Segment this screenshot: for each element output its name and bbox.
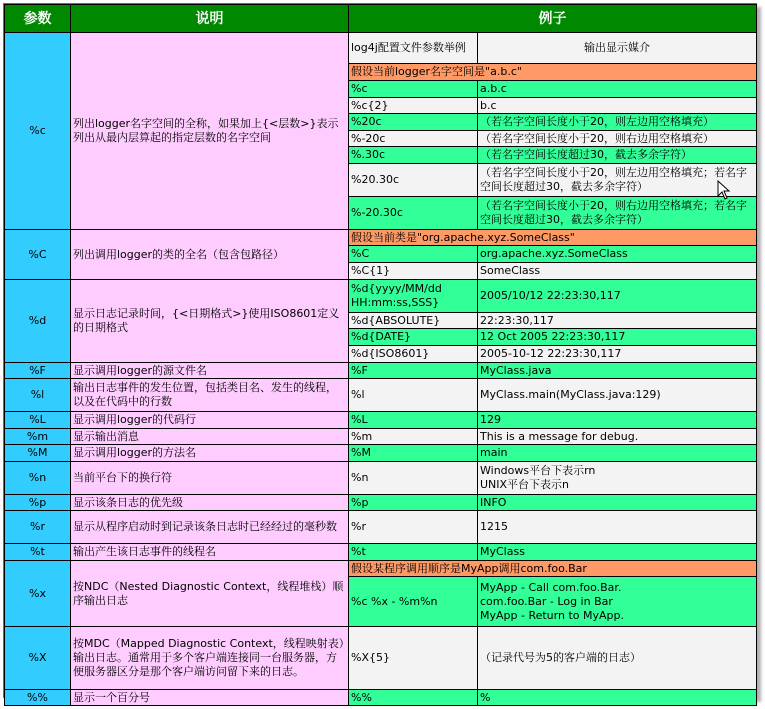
description-cell: 显示从程序启动时到记录该条日志时已经经过的毫秒数 — [71, 511, 349, 544]
example-output-cell: Windows平台下表示rn UNIX平台下表示n — [478, 462, 757, 495]
example-output-cell: MyApp - Call com.foo.Bar. com.foo.Bar - Log in Bar MyApp - Return to MyApp. — [478, 577, 757, 627]
param-cell: %M — [5, 445, 71, 462]
description-cell: 当前平台下的换行符 — [71, 462, 349, 495]
table-frame — [3, 3, 757, 704]
example-output-cell: org.apache.xyz.SomeClass — [478, 246, 757, 263]
example-output-cell: 129 — [478, 412, 757, 429]
param-cell: %L — [5, 412, 71, 429]
description-cell: 输出日志事件的发生位置，包括类目名、发生的线程，以及在代码中的行数 — [71, 379, 349, 412]
example-pattern-cell: %r — [349, 511, 478, 544]
param-cell: %d — [5, 280, 71, 363]
example-pattern-cell: %c — [349, 81, 478, 98]
param-cell: %m — [5, 429, 71, 445]
example-note-cell: 假设当前类是"org.apache.xyz.SomeClass" — [349, 230, 757, 246]
param-cell: %C — [5, 230, 71, 280]
param-cell: %t — [5, 544, 71, 561]
example-output-cell: 22:23:30,117 — [478, 313, 757, 329]
description-cell: 按MDC（Mapped Diagnostic Context，线程映射表）输出日志。通常用于多个客户端连接同一台服务器，方便服务器区分是那个客户端访问留下来的日志。 — [71, 627, 349, 690]
example-output-cell: （记录代号为5的客户端的日志） — [478, 627, 757, 690]
table-row — [5, 627, 757, 690]
param-cell: %p — [5, 495, 71, 511]
param-cell: %X — [5, 627, 71, 690]
description-cell: 显示调用logger的代码行 — [71, 412, 349, 429]
table-row — [5, 412, 757, 429]
table-row — [5, 230, 757, 246]
description-cell: 输出产生该日志事件的线程名 — [71, 544, 349, 561]
example-output-cell: （若名字空间长度小于20，则右边用空格填充；若名字空间长度超过30，截去多余字符） — [478, 197, 757, 230]
example-output-cell: MyClass.main(MyClass.java:129) — [478, 379, 757, 412]
param-cell: %n — [5, 462, 71, 495]
example-pattern-cell: %c{2} — [349, 98, 478, 114]
example-output-cell: （若名字空间长度小于20，则左边用空格填充；若名字空间长度超过30，截去多余字符） — [478, 164, 757, 197]
example-output-cell: 12 Oct 2005 22:23:30,117 — [478, 329, 757, 346]
example-output-cell: main — [478, 445, 757, 462]
example-pattern-cell: %d{ISO8601} — [349, 346, 478, 363]
table-body — [5, 33, 757, 706]
description-cell: 显示该条日志的优先级 — [71, 495, 349, 511]
example-output-cell: MyClass.java — [478, 363, 757, 379]
example-pattern-cell: %M — [349, 445, 478, 462]
table-row — [5, 33, 757, 64]
example-output-cell: 2005-10-12 22:23:30,117 — [478, 346, 757, 363]
table-row — [5, 445, 757, 462]
table-row — [5, 280, 757, 313]
param-cell: %l — [5, 379, 71, 412]
table-row — [5, 561, 757, 577]
example-pattern-cell: %t — [349, 544, 478, 561]
example-pattern-cell: %m — [349, 429, 478, 445]
example-pattern-cell: %d{DATE} — [349, 329, 478, 346]
example-pattern-cell: %% — [349, 690, 478, 706]
example-output-cell: 输出显示媒介 — [478, 33, 757, 64]
description-cell: 列出调用logger的类的全名（包含包路径） — [71, 230, 349, 280]
example-pattern-cell: %.30c — [349, 147, 478, 164]
table-row — [5, 544, 757, 561]
header-param: 参数 — [5, 5, 71, 33]
table-row — [5, 429, 757, 445]
table-row — [5, 379, 757, 412]
description-cell: 显示调用logger的源文件名 — [71, 363, 349, 379]
example-pattern-cell: %C — [349, 246, 478, 263]
example-output-cell: b.c — [478, 98, 757, 114]
example-pattern-cell: log4j配置文件参数举例 — [349, 33, 478, 64]
table-row — [5, 690, 757, 706]
param-cell: %% — [5, 690, 71, 706]
header-example: 例子 — [349, 5, 757, 33]
description-cell: 列出logger名字空间的全称，如果加上{<层数>}表示列出从最内层算起的指定层数的名字空间 — [71, 33, 349, 230]
param-cell: %x — [5, 561, 71, 627]
example-pattern-cell: %20.30c — [349, 164, 478, 197]
example-pattern-cell: %n — [349, 462, 478, 495]
example-output-cell: （若名字空间长度小于20，则右边用空格填充） — [478, 131, 757, 147]
example-note-cell: 假设某程序调用顺序是MyApp调用com.foo.Bar — [349, 561, 757, 577]
table-row — [5, 511, 757, 544]
table-row — [5, 495, 757, 511]
log4j-pattern-table — [4, 4, 757, 706]
header-description: 说明 — [71, 5, 349, 33]
example-pattern-cell: %L — [349, 412, 478, 429]
example-pattern-cell: %X{5} — [349, 627, 478, 690]
example-pattern-cell: %F — [349, 363, 478, 379]
param-cell: %F — [5, 363, 71, 379]
example-note-cell: 假设当前logger名字空间是"a.b.c" — [349, 64, 757, 81]
example-pattern-cell: %C{1} — [349, 263, 478, 280]
example-output-cell: MyClass — [478, 544, 757, 561]
description-cell: 显示调用logger的方法名 — [71, 445, 349, 462]
param-cell: %r — [5, 511, 71, 544]
description-cell: 显示日志记录时间，{<日期格式>}使用ISO8601定义的日期格式 — [71, 280, 349, 363]
example-output-cell: This is a message for debug. — [478, 429, 757, 445]
example-output-cell: 1215 — [478, 511, 757, 544]
example-output-cell: （若名字空间长度小于20，则左边用空格填充） — [478, 114, 757, 131]
example-pattern-cell: %d{yyyy/MM/dd HH:mm:ss,SSS} — [349, 280, 478, 313]
example-pattern-cell: %20c — [349, 114, 478, 131]
example-pattern-cell: %-20c — [349, 131, 478, 147]
table-row — [5, 363, 757, 379]
param-cell: %c — [5, 33, 71, 230]
example-pattern-cell: %-20.30c — [349, 197, 478, 230]
table-header-row — [5, 5, 757, 33]
example-output-cell: SomeClass — [478, 263, 757, 280]
example-output-cell: % — [478, 690, 757, 706]
description-cell: 按NDC（Nested Diagnostic Context，线程堆栈）顺序输出日志 — [71, 561, 349, 627]
example-output-cell: 2005/10/12 22:23:30,117 — [478, 280, 757, 313]
example-output-cell: INFO — [478, 495, 757, 511]
description-cell: 显示一个百分号 — [71, 690, 349, 706]
example-output-cell: a.b.c — [478, 81, 757, 98]
example-pattern-cell: %p — [349, 495, 478, 511]
example-pattern-cell: %l — [349, 379, 478, 412]
description-cell: 显示输出消息 — [71, 429, 349, 445]
table-row — [5, 462, 757, 495]
example-pattern-cell: %c %x - %m%n — [349, 577, 478, 627]
example-output-cell: （若名字空间长度超过30，截去多余字符） — [478, 147, 757, 164]
mouse-cursor-icon — [717, 180, 731, 200]
example-pattern-cell: %d{ABSOLUTE} — [349, 313, 478, 329]
